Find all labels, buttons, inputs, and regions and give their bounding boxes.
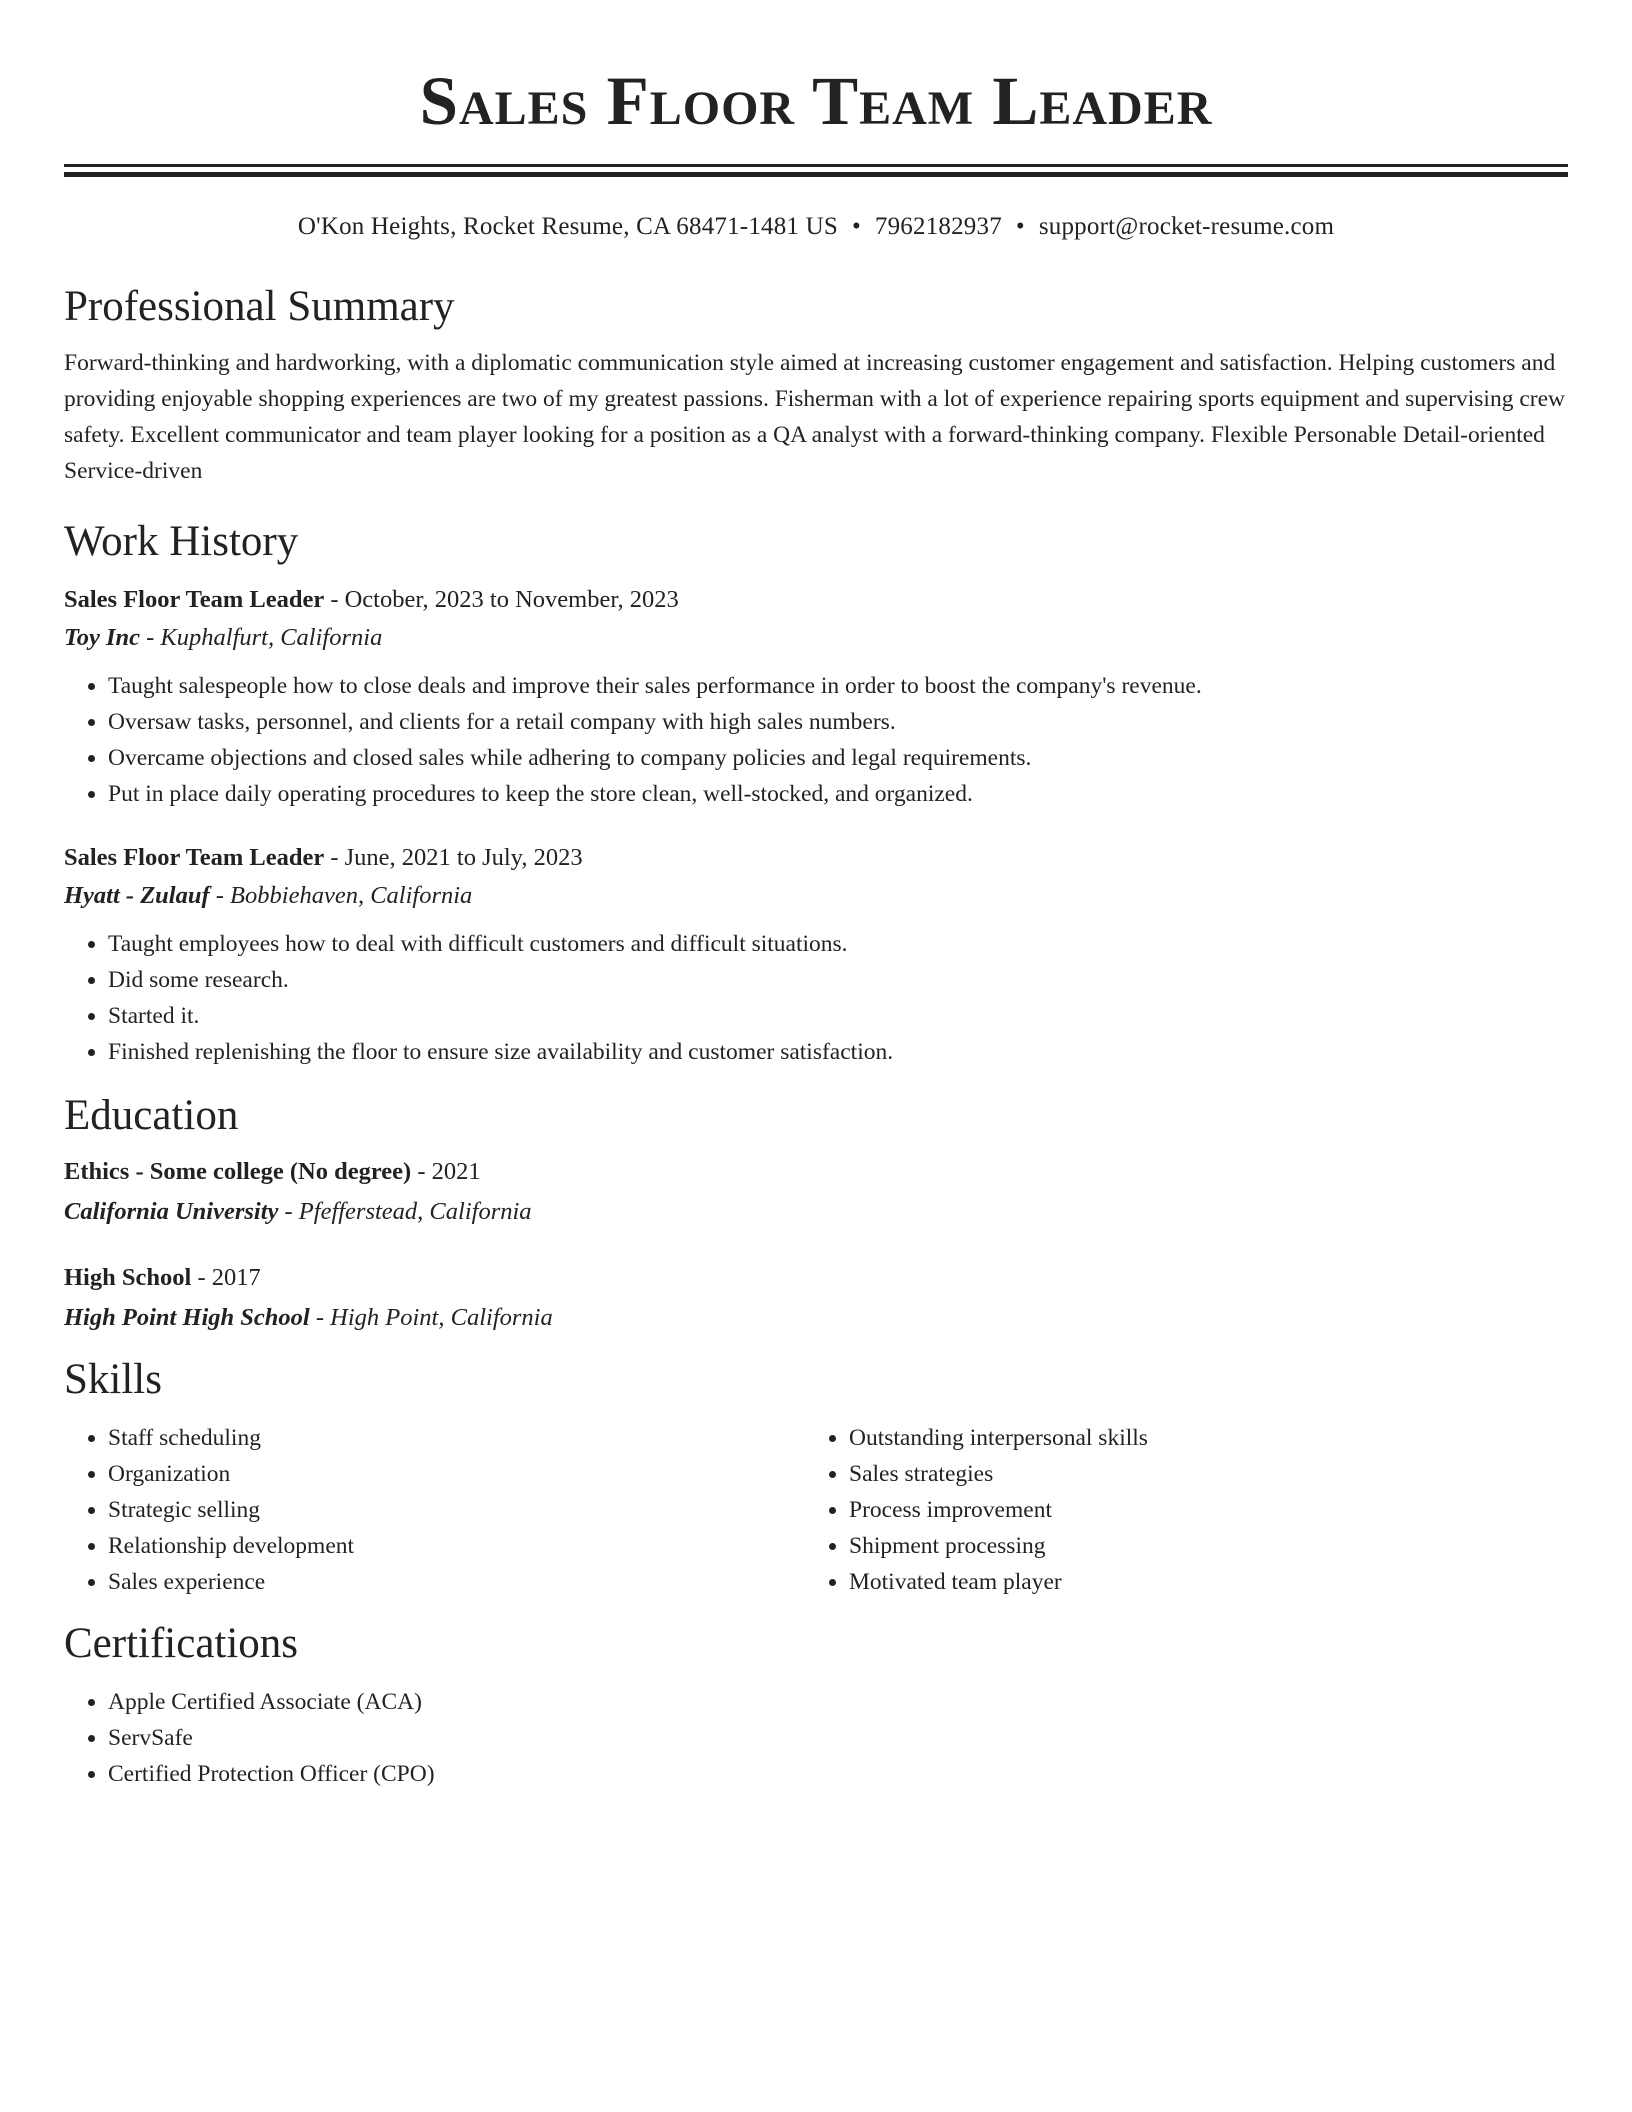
header-rule-thick	[64, 172, 1568, 177]
skill-item: • Sales strategies	[849, 1456, 1546, 1492]
job-dates: - June, 2021 to July, 2023	[324, 844, 583, 871]
job-company: Hyatt - Zulauf	[64, 882, 210, 909]
contact-phone: 7962182937	[874, 213, 1002, 240]
summary-text: Forward-thinking and hardworking, with a diplomatic communication style aimed at increasing customer engagement and satisfaction. Helping customers and providing enjoyable shopping experiences are two of my greatest passions. Fisherman with a lot of experience repairing sports equipment and supervising crew safety. Excellent communicator and team player looking for a position as a QA analyst with a forward-thinking company. Flexible Personable Detail-oriented Service-driven	[64, 350, 1565, 484]
skill-item: • Organization	[108, 1456, 805, 1492]
job-role: Sales Floor Team Leader	[64, 844, 325, 871]
job-header	[64, 842, 1568, 874]
skill-item: • Strategic selling	[108, 1492, 805, 1528]
contact-line	[64, 211, 1568, 243]
skills-column-left	[64, 1420, 805, 1600]
skill-item: • Relationship development	[108, 1528, 805, 1564]
education-header	[64, 1156, 1568, 1188]
job-bullet: • Put in place daily operating procedures to keep the store clean, well-stocked, and organized.	[108, 776, 1568, 812]
job-bullet: • Oversaw tasks, personnel, and clients for a retail company with high sales numbers.	[108, 704, 1568, 740]
job-location: - Bobbiehaven, California	[209, 882, 473, 909]
job-role: Sales Floor Team Leader	[64, 586, 325, 613]
education-school: High Point High School	[64, 1304, 310, 1331]
job-dates: - October, 2023 to November, 2023	[324, 586, 679, 613]
job-bullet: • Did some research.	[108, 962, 1568, 998]
job-bullet: • Taught salespeople how to close deals and improve their sales performance in order to boost the company's revenue.	[108, 668, 1568, 704]
skill-item: • Motivated team player	[849, 1564, 1546, 1600]
skill-item: • Shipment processing	[849, 1528, 1546, 1564]
skills-list	[64, 1420, 805, 1600]
certification-item: • Apple Certified Associate (ACA)	[108, 1684, 1568, 1720]
job-company: Toy Inc	[64, 624, 141, 651]
resume-name: Sales Floor Team Leader	[419, 63, 1213, 139]
skill-item: • Staff scheduling	[108, 1420, 805, 1456]
job-employer	[64, 880, 1568, 912]
job-bullet: • Taught employees how to deal with difficult customers and difficult situations.	[108, 926, 1568, 962]
contact-email: support@rocket-resume.com	[1038, 213, 1335, 240]
contact-address: O'Kon Heights, Rocket Resume, CA 68471-1481 US	[297, 213, 838, 240]
education-school-line	[64, 1302, 1568, 1334]
summary-heading: Professional Summary	[64, 283, 455, 330]
job-bullets	[64, 926, 1568, 1070]
summary-section	[64, 281, 1568, 489]
certifications-list	[64, 1684, 1568, 1792]
skill-item: • Outstanding interpersonal skills	[849, 1420, 1546, 1456]
job-header	[64, 584, 1568, 616]
job-employer	[64, 622, 1568, 654]
certifications-section	[64, 1618, 1568, 1792]
job-bullet: • Finished replenishing the floor to ensure size availability and customer satisfaction.	[108, 1034, 1568, 1070]
work-history-section	[64, 516, 1568, 1070]
education-degree: Ethics - Some college (No degree)	[64, 1158, 412, 1185]
education-year: - 2021	[411, 1158, 481, 1185]
job-entry	[64, 842, 1568, 1070]
work-history-heading: Work History	[64, 518, 299, 565]
education-year: - 2017	[191, 1264, 261, 1291]
education-entry	[64, 1156, 1568, 1228]
education-location: - Pfefferstead, California	[278, 1198, 532, 1225]
contact-separator: •	[1015, 213, 1025, 240]
education-section	[64, 1090, 1568, 1334]
education-school: California University	[64, 1198, 279, 1225]
job-bullet: • Started it.	[108, 998, 1568, 1034]
job-entry	[64, 584, 1568, 812]
job-location: - Kuphalfurt, California	[140, 624, 383, 651]
education-heading: Education	[64, 1092, 239, 1139]
skills-grid	[64, 1420, 1568, 1600]
skills-list	[805, 1420, 1546, 1600]
skill-item: • Sales experience	[108, 1564, 805, 1600]
header-rule-thin	[64, 164, 1568, 167]
certification-item: • Certified Protection Officer (CPO)	[108, 1756, 1568, 1792]
education-location: - High Point, California	[309, 1304, 553, 1331]
skills-section	[64, 1354, 1568, 1600]
education-entry	[64, 1262, 1568, 1334]
skills-column-right	[805, 1420, 1546, 1600]
education-degree: High School	[64, 1264, 192, 1291]
skill-item: • Process improvement	[849, 1492, 1546, 1528]
job-bullets	[64, 668, 1568, 812]
skills-heading: Skills	[64, 1356, 162, 1403]
certifications-heading: Certifications	[64, 1620, 299, 1667]
education-school-line	[64, 1196, 1568, 1228]
education-header	[64, 1262, 1568, 1294]
contact-separator: •	[851, 213, 861, 240]
certification-item: • ServSafe	[108, 1720, 1568, 1756]
job-bullet: • Overcame objections and closed sales while adhering to company policies and legal requirements.	[108, 740, 1568, 776]
